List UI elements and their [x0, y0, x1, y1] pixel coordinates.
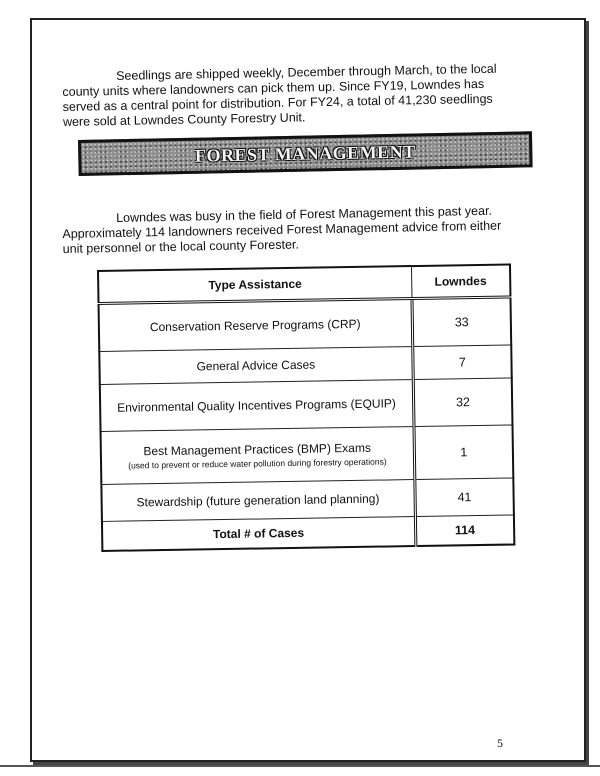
scan-edge-line [0, 765, 600, 767]
table-row [101, 425, 514, 484]
assistance-table [97, 263, 515, 551]
row-value: 41 [415, 478, 514, 517]
row-value: 7 [412, 345, 511, 380]
row-type-name: Conservation Reserve Programs (CRP) [99, 299, 413, 352]
row-value: 1 [414, 425, 514, 480]
row-type-name: Best Management Practices (BMP) Exams [143, 440, 371, 459]
table-total-row [102, 515, 514, 551]
table-row [99, 297, 512, 351]
table-row [100, 378, 513, 431]
header-type-assistance: Type Assistance [98, 266, 412, 303]
table-row [101, 478, 514, 521]
row-type-cell [101, 427, 415, 485]
row-value: 32 [413, 378, 513, 427]
header-lowndes: Lowndes [411, 265, 510, 299]
row-type-name: Environmental Quality Incentives Programs (EQUIP) [100, 380, 414, 432]
row-type-name: Stewardship (future generation land planning) [101, 480, 415, 522]
row-type-name: General Advice Cases [99, 347, 413, 385]
row-type-note: (used to prevent or reduce water pollution during forestry operations) [128, 456, 387, 471]
forest-management-paragraph: Lowndes was busy in the field of Forest Management this past year. Approximately 114 landowners received Forest Management advice from either unit personnel or the local county Forester. [62, 203, 502, 256]
row-value: 33 [412, 297, 512, 347]
page-number: 5 [497, 736, 503, 750]
total-label: Total # of Cases [102, 517, 416, 551]
assistance-table-container [97, 263, 515, 551]
total-value: 114 [415, 515, 514, 546]
section-heading: FOREST MANAGEMENT [194, 141, 416, 166]
seedlings-paragraph: Seedlings are shipped weekly, December through March, to the local county units where landowners can pick them up. Since FY19, Lowndes has served as a central point for distribution. For FY24, a total of 41,230 seedlings were sold at Lowndes County Forestry Unit. [62, 61, 497, 129]
